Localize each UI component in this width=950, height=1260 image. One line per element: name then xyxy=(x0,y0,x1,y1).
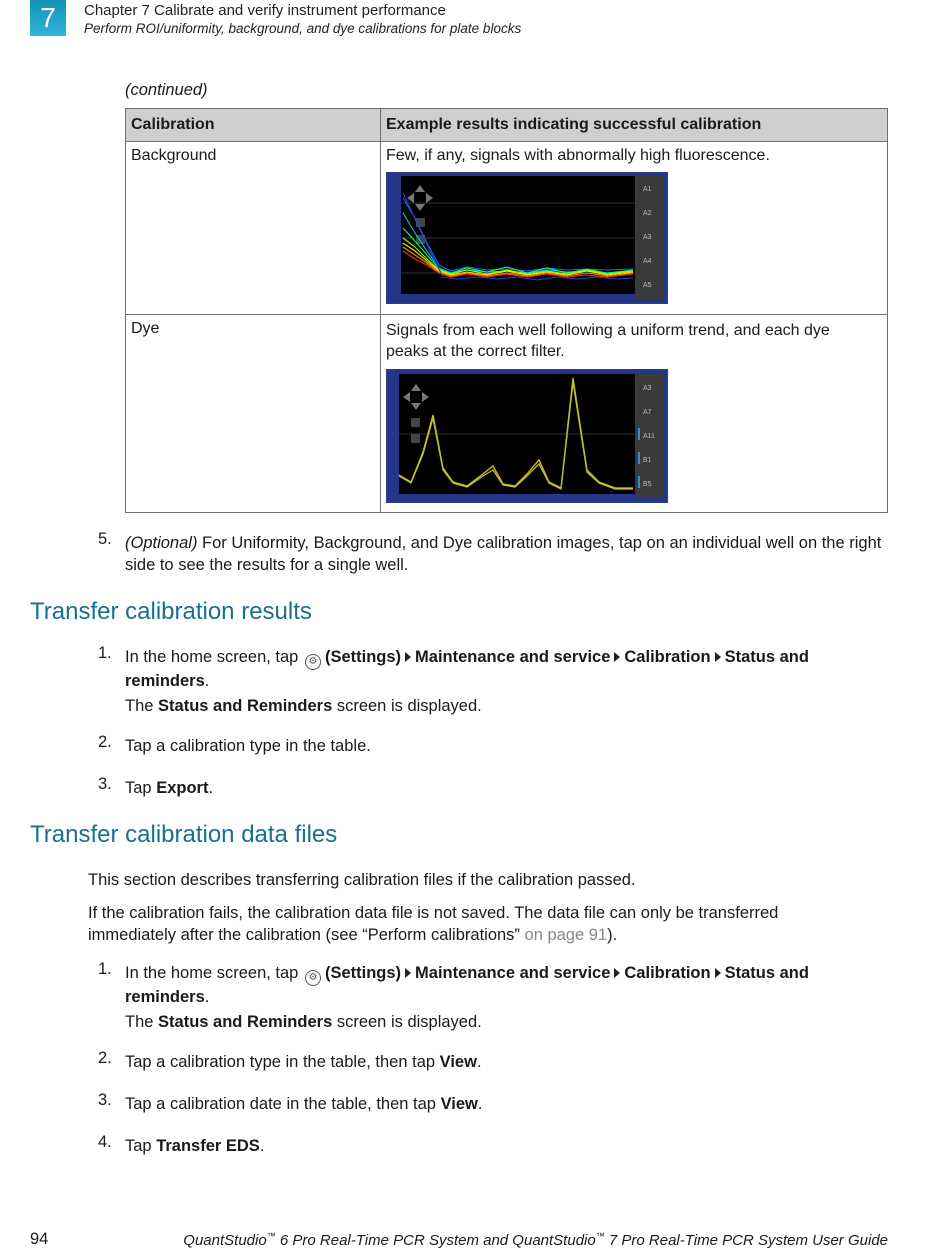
continued-label: (continued) xyxy=(125,81,208,99)
guide-title xyxy=(183,1231,888,1249)
maintenance-menu-ref: Maintenance and service xyxy=(415,964,611,982)
step-number: 3. xyxy=(98,775,112,793)
cell-result xyxy=(381,315,888,513)
step-result xyxy=(125,695,890,717)
step-body: Tap a calibration type in the table, then tap xyxy=(125,1053,440,1071)
section-subtitle: Perform ROI/uniformity, background, and dye calibrations for plate blocks xyxy=(84,21,522,36)
settings-menu-ref: (Settings) xyxy=(324,964,402,982)
guide-title-text: 7 Pro Real-Time PCR System User Guide xyxy=(604,1232,888,1249)
background-calibration-image xyxy=(386,172,668,304)
well-label[interactable]: A3 xyxy=(643,385,652,392)
result-text: screen is displayed. xyxy=(332,697,482,715)
step-text xyxy=(125,962,890,1033)
fail-paragraph xyxy=(88,902,828,946)
well-label[interactable]: B1 xyxy=(643,457,652,464)
well-label[interactable]: A7 xyxy=(643,409,652,416)
step-number: 2. xyxy=(98,733,112,751)
chapter-heading xyxy=(84,2,446,19)
step-text xyxy=(125,1135,890,1157)
step-body: In the home screen, tap xyxy=(125,964,299,982)
well-label[interactable]: A3 xyxy=(643,234,652,241)
optional-label: (Optional) xyxy=(125,534,198,552)
step-number: 1. xyxy=(98,644,112,662)
punctuation: . xyxy=(476,1053,482,1071)
breadcrumb-arrow-icon xyxy=(405,968,411,978)
step-text xyxy=(125,646,890,717)
table-row xyxy=(126,315,888,513)
step-body: For Uniformity, Background, and Dye calibration images, tap on an individual well on the right side to see the results for a single well. xyxy=(125,534,882,574)
punctuation: . xyxy=(208,779,214,797)
step-body: Tap xyxy=(125,1137,157,1155)
column-header-calibration: Calibration xyxy=(126,109,381,142)
chapter-title: Calibrate and verify instrument performance xyxy=(154,2,446,19)
result-description: Signals from each well following a uniform trend, and each dye peaks at the correct filter. xyxy=(386,322,830,360)
table-header-row xyxy=(126,109,888,142)
calibration-menu-ref: Calibration xyxy=(624,964,711,982)
chapter-label: Chapter 7 xyxy=(84,2,150,19)
section-heading-transfer-data-files: Transfer calibration data files xyxy=(30,821,338,848)
status-menu-ref: Status and reminders xyxy=(125,648,809,690)
step-number: 1. xyxy=(98,960,112,978)
status-menu-ref: Status and reminders xyxy=(125,964,809,1006)
breadcrumb-arrow-icon xyxy=(715,968,721,978)
punctuation: . xyxy=(259,1137,265,1155)
view-button-ref: View xyxy=(439,1053,477,1071)
cell-result xyxy=(381,142,888,315)
settings-menu-ref: (Settings) xyxy=(324,648,402,666)
gear-icon: ⚙ xyxy=(305,970,321,986)
step-number: 2. xyxy=(98,1049,112,1067)
punctuation: . xyxy=(477,1095,483,1113)
step-text xyxy=(125,532,890,576)
step-number: 5. xyxy=(98,530,112,548)
result-text: screen is displayed. xyxy=(332,1013,482,1031)
paragraph-text: ). xyxy=(607,926,618,944)
result-description: Few, if any, signals with abnormally high fluorescence. xyxy=(386,147,770,164)
step-text: Tap a calibration type in the table. xyxy=(125,737,371,755)
paragraph-text: If the calibration fails, the calibration data file is not saved. The data file can only be transferred immediately after the calibration (see “Perform calibrations” xyxy=(88,904,779,944)
column-header-example-results: Example results indicating successful calibration xyxy=(381,109,888,142)
breadcrumb-arrow-icon xyxy=(715,652,721,662)
step-number: 3. xyxy=(98,1091,112,1109)
punctuation: . xyxy=(204,672,210,690)
guide-title-text: QuantStudio xyxy=(183,1232,267,1249)
well-label[interactable]: B5 xyxy=(643,481,652,488)
maintenance-menu-ref: Maintenance and service xyxy=(415,648,611,666)
dye-calibration-image xyxy=(386,369,668,503)
breadcrumb-arrow-icon xyxy=(405,652,411,662)
step-result xyxy=(125,1011,890,1033)
breadcrumb-arrow-icon xyxy=(614,652,620,662)
step-body: In the home screen, tap xyxy=(125,648,299,666)
step-text xyxy=(125,1093,890,1115)
screen-name: Status and Reminders xyxy=(158,697,333,715)
punctuation: . xyxy=(204,988,210,1006)
page-link[interactable]: on page 91 xyxy=(524,926,608,944)
well-label[interactable]: A2 xyxy=(643,210,652,217)
screen-name: Status and Reminders xyxy=(158,1013,333,1031)
section-heading-transfer-results: Transfer calibration results xyxy=(30,598,312,625)
cell-calibration-name: Background xyxy=(126,142,381,315)
table-row xyxy=(126,142,888,315)
calibration-results-table xyxy=(125,108,888,513)
zoom-in-icon xyxy=(411,418,420,427)
export-button-ref: Export xyxy=(156,779,209,797)
result-text: The xyxy=(125,697,159,715)
chapter-number-badge: 7 xyxy=(30,0,66,36)
guide-title-text: 6 Pro Real-Time PCR System and QuantStudio xyxy=(275,1232,596,1249)
well-label[interactable]: A1 xyxy=(643,186,652,193)
step-body: Tap a calibration date in the table, then tap xyxy=(125,1095,441,1113)
step-body: Tap xyxy=(125,779,157,797)
well-label[interactable]: A4 xyxy=(643,258,652,265)
page-number: 94 xyxy=(30,1230,49,1248)
step-text xyxy=(125,1051,890,1073)
zoom-out-icon xyxy=(411,434,420,443)
result-text: The xyxy=(125,1013,159,1031)
transfer-eds-button-ref: Transfer EDS xyxy=(156,1137,260,1155)
step-text xyxy=(125,777,890,799)
step-number: 4. xyxy=(98,1133,112,1151)
view-button-ref: View xyxy=(440,1095,478,1113)
calibration-menu-ref: Calibration xyxy=(624,648,711,666)
cell-calibration-name: Dye xyxy=(126,315,381,513)
breadcrumb-arrow-icon xyxy=(614,968,620,978)
intro-paragraph: This section describes transferring calibration files if the calibration passed. xyxy=(88,871,636,889)
gear-icon: ⚙ xyxy=(305,654,321,670)
well-label[interactable]: A5 xyxy=(643,282,652,289)
trademark: ™ xyxy=(595,1231,605,1241)
well-label[interactable]: A11 xyxy=(643,433,655,440)
trademark: ™ xyxy=(266,1231,276,1241)
